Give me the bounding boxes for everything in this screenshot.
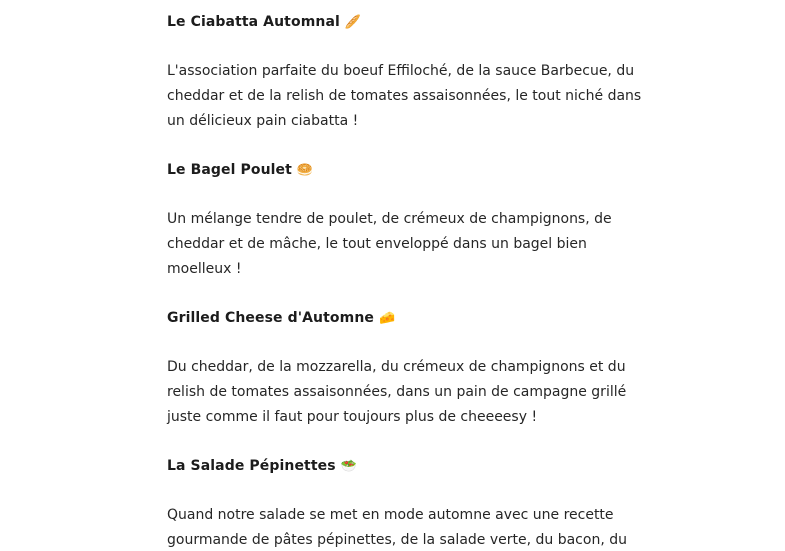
section-title-bagel: Le Bagel Poulet 🥯	[167, 162, 314, 178]
section-description-grilled-cheese: Du cheddar, de la mozzarella, du crémeux de champignons et du relish de tomates assaisonnées, dans un pain de campagne grillé juste comme il faut pour toujours plus de cheeeesy !	[167, 359, 627, 425]
baguette-icon: 🥖	[344, 15, 362, 30]
section-description-salade: Quand notre salade se met en mode automne avec une recette gourmande de pâtes pépinettes, de la salade verte, du bacon, du	[167, 507, 627, 548]
salad-icon: 🥗	[340, 459, 357, 474]
section-title-salade: La Salade Pépinettes 🥗	[167, 458, 357, 474]
section-description-bagel: Un mélange tendre de poulet, de crémeux de champignons, de cheddar et de mâche, le tout enveloppé dans un bagel bien moelleux !	[167, 211, 612, 277]
cheese-icon: 🧀	[378, 311, 396, 326]
bagel-icon: 🥯	[296, 163, 314, 178]
section-title-ciabatta: Le Ciabatta Automnal 🥖	[167, 14, 362, 30]
section-title-grilled-cheese: Grilled Cheese d'Automne 🧀	[167, 310, 396, 326]
section-description-ciabatta: L'association parfaite du boeuf Effiloché, de la sauce Barbecue, du cheddar et de la relish de tomates assaisonnées, le tout niché dans un délicieux pain ciabatta !	[167, 63, 642, 129]
